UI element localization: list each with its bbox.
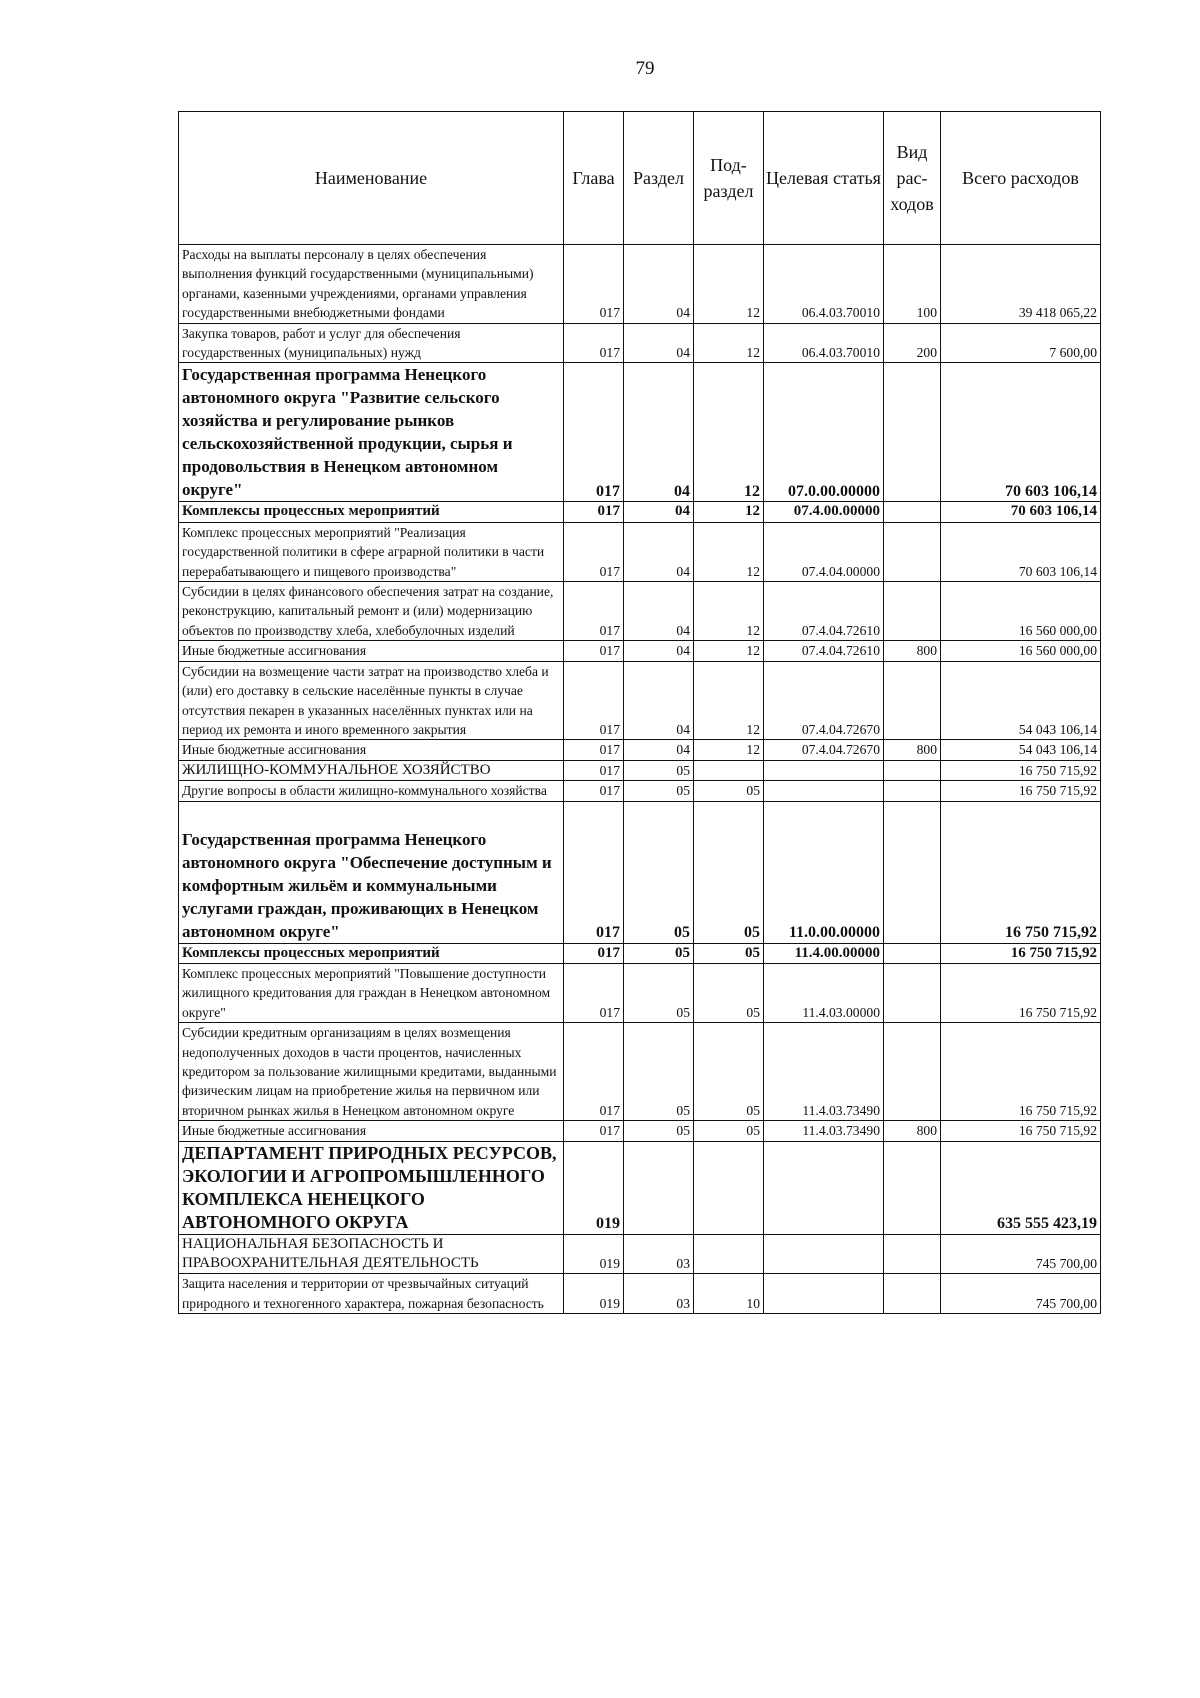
- row-razdel: 04: [624, 582, 694, 641]
- row-celevaya: 07.4.04.72610: [764, 582, 884, 641]
- row-celevaya: 07.0.00.00000: [764, 363, 884, 502]
- table-row: [179, 522, 1101, 581]
- row-vid: [884, 1234, 941, 1274]
- row-glava: 017: [564, 1023, 624, 1121]
- row-podrazdel: 05: [694, 963, 764, 1022]
- row-total: 54 043 106,14: [941, 740, 1101, 760]
- row-podrazdel: 05: [694, 1121, 764, 1141]
- row-glava: 017: [564, 323, 624, 363]
- row-glava: 017: [564, 740, 624, 760]
- row-podrazdel: 05: [694, 801, 764, 943]
- table-row: [179, 502, 1101, 522]
- row-glava: 017: [564, 582, 624, 641]
- table-row: [179, 740, 1101, 760]
- row-celevaya: 11.0.00.00000: [764, 801, 884, 943]
- row-celevaya: [764, 1234, 884, 1274]
- table-row: [179, 323, 1101, 363]
- table-row: [179, 801, 1101, 943]
- row-total: 16 560 000,00: [941, 582, 1101, 641]
- budget-table: [178, 111, 1101, 1314]
- row-celevaya: 07.4.04.72670: [764, 661, 884, 740]
- row-name: Субсидии на возмещение части затрат на производство хлеба и (или) его доставку в сельские населённые пункты в случае отсутствия пекарен в указанных населённых пунктах или на период их ремонта и иного временного закрытия: [179, 661, 564, 740]
- table-row: [179, 641, 1101, 661]
- row-total: 70 603 106,14: [941, 502, 1101, 522]
- row-celevaya: 07.4.04.00000: [764, 522, 884, 581]
- table-row: [179, 781, 1101, 801]
- row-vid: 100: [884, 245, 941, 324]
- row-vid: [884, 522, 941, 581]
- row-vid: [884, 582, 941, 641]
- row-total: 16 750 715,92: [941, 963, 1101, 1022]
- table-row: [179, 1023, 1101, 1121]
- table-row: [179, 1274, 1101, 1314]
- row-name: Иные бюджетные ассигнования: [179, 641, 564, 661]
- row-glava: 017: [564, 502, 624, 522]
- row-celevaya: 07.4.04.72670: [764, 740, 884, 760]
- row-glava: 017: [564, 943, 624, 963]
- row-vid: [884, 661, 941, 740]
- row-celevaya: 06.4.03.70010: [764, 245, 884, 324]
- row-podrazdel: 12: [694, 522, 764, 581]
- row-name: Государственная программа Ненецкого автономного округа "Обеспечение доступным и комфортным жильём и коммунальными услугами граждан, проживающих в Ненецком автономном округе": [179, 801, 564, 943]
- header-name: Наименование: [179, 112, 564, 245]
- row-vid: [884, 502, 941, 522]
- table-row: [179, 760, 1101, 780]
- row-razdel: 03: [624, 1274, 694, 1314]
- row-name: Иные бюджетные ассигнования: [179, 1121, 564, 1141]
- row-glava: 017: [564, 363, 624, 502]
- header-total: Всего расходов: [941, 112, 1101, 245]
- row-glava: 019: [564, 1234, 624, 1274]
- row-vid: [884, 801, 941, 943]
- row-razdel: 05: [624, 1121, 694, 1141]
- table-row: [179, 1121, 1101, 1141]
- row-razdel: 04: [624, 363, 694, 502]
- row-total: 70 603 106,14: [941, 363, 1101, 502]
- row-total: 635 555 423,19: [941, 1141, 1101, 1234]
- row-name: Иные бюджетные ассигнования: [179, 740, 564, 760]
- row-celevaya: 11.4.00.00000: [764, 943, 884, 963]
- row-celevaya: [764, 760, 884, 780]
- row-podrazdel: [694, 760, 764, 780]
- row-glava: 017: [564, 661, 624, 740]
- row-total: 16 750 715,92: [941, 1023, 1101, 1121]
- row-celevaya: [764, 1274, 884, 1314]
- row-razdel: 04: [624, 661, 694, 740]
- table-row: [179, 963, 1101, 1022]
- row-total: 745 700,00: [941, 1234, 1101, 1274]
- row-celevaya: [764, 781, 884, 801]
- row-total: 70 603 106,14: [941, 522, 1101, 581]
- row-total: 16 750 715,92: [941, 943, 1101, 963]
- row-celevaya: 07.4.04.72610: [764, 641, 884, 661]
- header-podrazdel: Под-раздел: [694, 112, 764, 245]
- row-name: Государственная программа Ненецкого автономного округа "Развитие сельского хозяйства и регулирование рынков сельскохозяйственной продукции, сырья и продовольствия в Ненецком автономном округе": [179, 363, 564, 502]
- row-podrazdel: [694, 1141, 764, 1234]
- row-total: 16 750 715,92: [941, 801, 1101, 943]
- row-celevaya: 11.4.03.73490: [764, 1023, 884, 1121]
- row-razdel: [624, 1141, 694, 1234]
- row-vid: 800: [884, 740, 941, 760]
- row-name: Комплексы процессных мероприятий: [179, 502, 564, 522]
- row-name: Комплекс процессных мероприятий "Реализация государственной политики в сфере аграрной политики в части перерабатывающего и пищевого производства": [179, 522, 564, 581]
- row-podrazdel: 12: [694, 323, 764, 363]
- row-podrazdel: 12: [694, 661, 764, 740]
- table-header-row: [179, 112, 1101, 245]
- row-glava: 017: [564, 801, 624, 943]
- row-podrazdel: 10: [694, 1274, 764, 1314]
- row-podrazdel: 12: [694, 641, 764, 661]
- row-total: 7 600,00: [941, 323, 1101, 363]
- table-row: [179, 661, 1101, 740]
- table-row: [179, 582, 1101, 641]
- row-razdel: 05: [624, 760, 694, 780]
- row-name: ДЕПАРТАМЕНТ ПРИРОДНЫХ РЕСУРСОВ, ЭКОЛОГИИ И АГРОПРОМЫШЛЕННОГО КОМПЛЕКСА НЕНЕЦКОГО АВТОНОМНОГО ОКРУГА: [179, 1141, 564, 1234]
- row-razdel: 04: [624, 323, 694, 363]
- row-glava: 017: [564, 1121, 624, 1141]
- row-name: Комплекс процессных мероприятий "Повышение доступности жилищного кредитования для граждан в Ненецком автономном округе": [179, 963, 564, 1022]
- header-vid: Вид рас-ходов: [884, 112, 941, 245]
- row-glava: 019: [564, 1274, 624, 1314]
- row-total: 39 418 065,22: [941, 245, 1101, 324]
- header-glava: Глава: [564, 112, 624, 245]
- row-vid: [884, 1274, 941, 1314]
- table-row: [179, 245, 1101, 324]
- row-razdel: 05: [624, 801, 694, 943]
- row-podrazdel: 12: [694, 363, 764, 502]
- row-vid: [884, 781, 941, 801]
- row-razdel: 04: [624, 522, 694, 581]
- row-glava: 019: [564, 1141, 624, 1234]
- row-razdel: 05: [624, 781, 694, 801]
- row-razdel: 04: [624, 502, 694, 522]
- row-vid: [884, 1141, 941, 1234]
- table-row: [179, 1234, 1101, 1274]
- row-total: 16 560 000,00: [941, 641, 1101, 661]
- page-number: 79: [635, 58, 655, 79]
- row-podrazdel: 05: [694, 781, 764, 801]
- row-vid: 800: [884, 1121, 941, 1141]
- row-celevaya: 11.4.03.73490: [764, 1121, 884, 1141]
- row-podrazdel: 12: [694, 582, 764, 641]
- row-glava: 017: [564, 522, 624, 581]
- header-celevaya: Целевая статья: [764, 112, 884, 245]
- row-razdel: 05: [624, 963, 694, 1022]
- row-glava: 017: [564, 963, 624, 1022]
- row-name: Расходы на выплаты персоналу в целях обеспечения выполнения функций государственными (муниципальными) органами, казенными учреждениями, органами управления государственными внебюджетными фондами: [179, 245, 564, 324]
- table-row: [179, 943, 1101, 963]
- header-razdel: Раздел: [624, 112, 694, 245]
- row-razdel: 04: [624, 245, 694, 324]
- row-razdel: 04: [624, 641, 694, 661]
- row-glava: 017: [564, 641, 624, 661]
- row-glava: 017: [564, 781, 624, 801]
- row-celevaya: 06.4.03.70010: [764, 323, 884, 363]
- row-vid: [884, 943, 941, 963]
- row-name: НАЦИОНАЛЬНАЯ БЕЗОПАСНОСТЬ И ПРАВООХРАНИТЕЛЬНАЯ ДЕЯТЕЛЬНОСТЬ: [179, 1234, 564, 1274]
- row-celevaya: [764, 1141, 884, 1234]
- row-vid: 200: [884, 323, 941, 363]
- row-celevaya: 07.4.00.00000: [764, 502, 884, 522]
- row-total: 54 043 106,14: [941, 661, 1101, 740]
- row-name: Субсидии в целях финансового обеспечения затрат на создание, реконструкцию, капитальный ремонт и (или) модернизацию объектов по производству хлеба, хлебобулочных изделий: [179, 582, 564, 641]
- row-razdel: 03: [624, 1234, 694, 1274]
- row-name: ЖИЛИЩНО-КОММУНАЛЬНОЕ ХОЗЯЙСТВО: [179, 760, 564, 780]
- row-name: Комплексы процессных мероприятий: [179, 943, 564, 963]
- row-name: Защита населения и территории от чрезвычайных ситуаций природного и техногенного характера, пожарная безопасность: [179, 1274, 564, 1314]
- row-total: 745 700,00: [941, 1274, 1101, 1314]
- row-name: Субсидии кредитным организациям в целях возмещения недополученных доходов в части процентов, начисленных кредитором за пользование жилищными кредитами, выданными физическим лицам на приобретение жилья на первичном или вторичном рынках жилья в Ненецком автономном округе: [179, 1023, 564, 1121]
- row-podrazdel: [694, 1234, 764, 1274]
- row-podrazdel: 12: [694, 740, 764, 760]
- row-razdel: 05: [624, 943, 694, 963]
- row-vid: [884, 363, 941, 502]
- row-name: Другие вопросы в области жилищно-коммунального хозяйства: [179, 781, 564, 801]
- row-vid: [884, 963, 941, 1022]
- table-row: [179, 1141, 1101, 1234]
- row-vid: [884, 760, 941, 780]
- row-razdel: 05: [624, 1023, 694, 1121]
- row-total: 16 750 715,92: [941, 1121, 1101, 1141]
- row-name: Закупка товаров, работ и услуг для обеспечения государственных (муниципальных) нужд: [179, 323, 564, 363]
- row-podrazdel: 12: [694, 245, 764, 324]
- row-podrazdel: 05: [694, 1023, 764, 1121]
- row-total: 16 750 715,92: [941, 760, 1101, 780]
- row-vid: 800: [884, 641, 941, 661]
- row-podrazdel: 05: [694, 943, 764, 963]
- row-podrazdel: 12: [694, 502, 764, 522]
- row-vid: [884, 1023, 941, 1121]
- row-glava: 017: [564, 760, 624, 780]
- row-celevaya: 11.4.03.00000: [764, 963, 884, 1022]
- table-row: [179, 363, 1101, 502]
- row-glava: 017: [564, 245, 624, 324]
- row-total: 16 750 715,92: [941, 781, 1101, 801]
- row-razdel: 04: [624, 740, 694, 760]
